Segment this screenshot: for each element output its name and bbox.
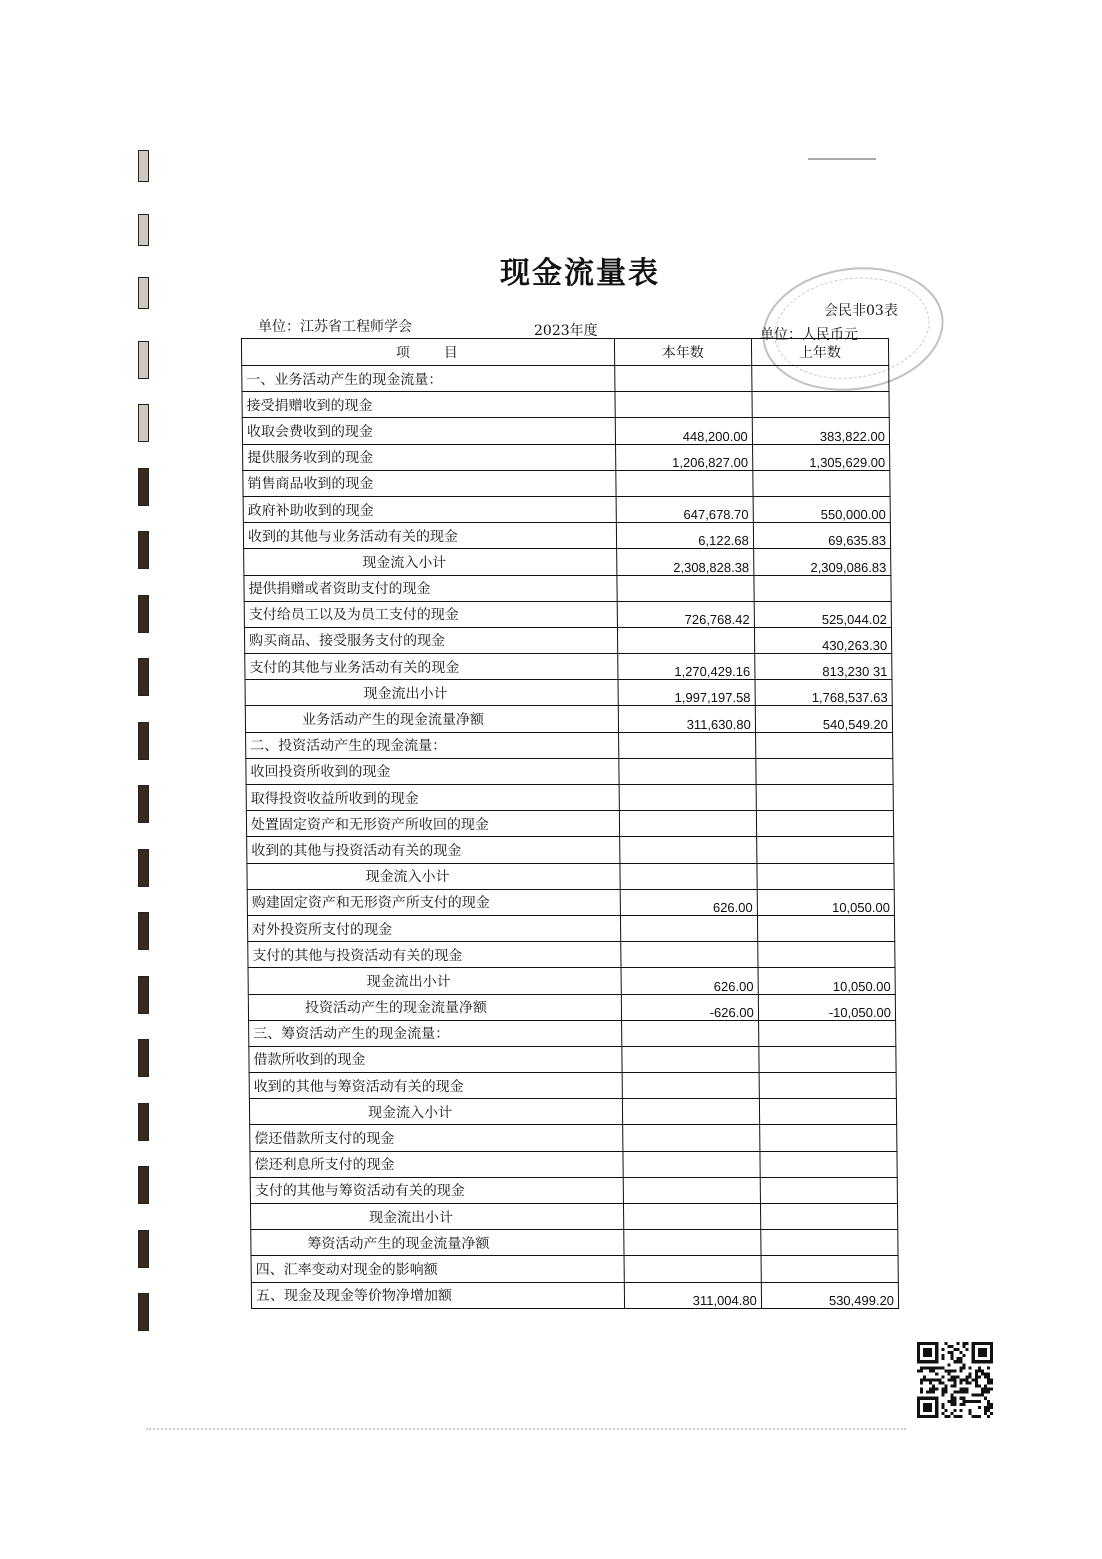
row-previous-year-value: 813,230 31 <box>755 654 892 680</box>
form-number: 会民非03表 <box>824 303 898 319</box>
row-previous-year-value: 10,050.00 <box>758 968 895 994</box>
row-previous-year-value: 540,549.20 <box>755 706 892 732</box>
row-current-year-value <box>614 366 751 392</box>
row-previous-year-value <box>761 1230 898 1256</box>
table-row <box>243 470 890 496</box>
table-row <box>245 654 892 680</box>
row-item-label: 支付给员工以及为员工支付的现金 <box>244 601 617 627</box>
row-current-year-value <box>618 732 755 758</box>
cash-flow-table <box>241 338 899 1309</box>
row-current-year-value <box>623 1151 760 1177</box>
row-previous-year-value: 530,499.20 <box>761 1282 898 1308</box>
row-current-year-value: 448,200.00 <box>615 418 752 444</box>
row-previous-year-value <box>759 1099 896 1125</box>
row-previous-year-value <box>752 366 889 392</box>
row-previous-year-value: -10,050.00 <box>758 994 895 1020</box>
table-row <box>247 863 894 889</box>
row-item-label: 一、业务活动产生的现金流量： <box>242 366 615 392</box>
binding-hole <box>138 785 149 823</box>
row-previous-year-value <box>756 785 893 811</box>
row-item-label: 现金流出小计 <box>245 680 618 706</box>
row-current-year-value <box>622 1073 759 1099</box>
row-item-label: 借款所收到的现金 <box>249 1046 622 1072</box>
row-previous-year-value <box>758 1020 895 1046</box>
binding-hole <box>138 1166 149 1204</box>
row-current-year-value <box>621 1046 758 1072</box>
row-previous-year-value: 10,050.00 <box>757 889 894 915</box>
row-item-label: 提供捐赠或者资助支付的现金 <box>244 575 617 601</box>
row-previous-year-value: 1,305,629.00 <box>752 444 889 470</box>
row-current-year-value <box>621 1020 758 1046</box>
row-current-year-value <box>622 1125 759 1151</box>
row-previous-year-value <box>756 758 893 784</box>
table-row <box>242 392 889 418</box>
table-row <box>244 601 891 627</box>
row-current-year-value: 726,768.42 <box>617 601 754 627</box>
row-item-label: 三、筹资活动产生的现金流量： <box>249 1020 622 1046</box>
row-current-year-value <box>620 915 757 941</box>
row-item-label: 收回投资所收到的现金 <box>246 758 619 784</box>
row-current-year-value <box>624 1256 761 1282</box>
row-item-label: 现金流出小计 <box>248 968 621 994</box>
row-current-year-value <box>619 837 756 863</box>
row-item-label: 对外投资所支付的现金 <box>247 915 620 941</box>
row-previous-year-value <box>755 732 892 758</box>
row-current-year-value: 1,270,429.16 <box>617 654 754 680</box>
row-current-year-value: 1,997,197.58 <box>618 680 755 706</box>
table-row <box>247 889 894 915</box>
row-previous-year-value <box>761 1256 898 1282</box>
row-current-year-value <box>615 392 752 418</box>
row-current-year-value: 311,004.80 <box>624 1282 761 1308</box>
table-row <box>249 1020 896 1046</box>
table-row <box>246 811 893 837</box>
row-previous-year-value <box>757 863 894 889</box>
table-row <box>248 994 895 1020</box>
table-row <box>249 1046 896 1072</box>
table-row <box>246 732 893 758</box>
row-item-label: 筹资活动产生的现金流量净额 <box>251 1230 624 1256</box>
table-row <box>245 706 892 732</box>
table-row <box>246 758 893 784</box>
header-current-year: 本年数 <box>614 339 751 366</box>
row-item-label: 接受捐赠收到的现金 <box>242 392 615 418</box>
row-item-label: 收到的其他与投资活动有关的现金 <box>247 837 620 863</box>
row-previous-year-value <box>758 942 895 968</box>
row-previous-year-value <box>754 575 891 601</box>
row-current-year-value: 1,206,827.00 <box>615 444 752 470</box>
row-current-year-value <box>623 1177 760 1203</box>
row-item-label: 现金流入小计 <box>247 863 620 889</box>
binding-hole <box>138 1230 149 1268</box>
row-item-label: 销售商品收到的现金 <box>243 470 616 496</box>
binding-hole <box>138 468 149 506</box>
row-previous-year-value <box>759 1125 896 1151</box>
row-previous-year-value <box>760 1204 897 1230</box>
table-row <box>250 1177 897 1203</box>
row-current-year-value <box>617 627 754 653</box>
scan-mark-bottom <box>146 1428 906 1431</box>
row-current-year-value <box>618 758 755 784</box>
binding-hole <box>138 341 149 379</box>
table-row <box>243 444 890 470</box>
row-item-label: 现金流出小计 <box>250 1204 623 1230</box>
table-row <box>248 942 895 968</box>
reporting-entity: 单位：江苏省工程师学会 <box>258 319 412 335</box>
table-row <box>250 1125 897 1151</box>
row-item-label: 取得投资收益所收到的现金 <box>246 785 619 811</box>
qr-code <box>917 1340 993 1420</box>
table-body <box>242 366 899 1309</box>
row-previous-year-value: 69,635.83 <box>753 523 890 549</box>
row-item-label: 偿还利息所支付的现金 <box>250 1151 623 1177</box>
table-row <box>242 418 889 444</box>
row-item-label: 业务活动产生的现金流量净额 <box>245 706 618 732</box>
row-item-label: 收取会费收到的现金 <box>242 418 615 444</box>
table-row <box>244 627 891 653</box>
row-current-year-value <box>619 811 756 837</box>
row-item-label: 二、投资活动产生的现金流量： <box>246 732 619 758</box>
page-title: 现金流量表 <box>500 256 660 291</box>
row-current-year-value <box>623 1204 760 1230</box>
row-item-label: 收到的其他与筹资活动有关的现金 <box>249 1073 622 1099</box>
table-row <box>243 496 890 522</box>
row-current-year-value <box>623 1230 760 1256</box>
header-previous-year: 上年数 <box>751 339 888 366</box>
row-previous-year-value: 525,044.02 <box>754 601 891 627</box>
binding-hole <box>138 531 149 569</box>
row-previous-year-value <box>759 1073 896 1099</box>
row-current-year-value: 626.00 <box>620 889 757 915</box>
row-current-year-value <box>620 863 757 889</box>
row-previous-year-value: 2,309,086.83 <box>753 549 890 575</box>
row-current-year-value <box>615 470 752 496</box>
table-row <box>251 1282 898 1308</box>
row-item-label: 购建固定资产和无形资产所支付的现金 <box>247 889 620 915</box>
row-previous-year-value <box>760 1151 897 1177</box>
table-row <box>247 915 894 941</box>
row-current-year-value: 311,630.80 <box>618 706 755 732</box>
binding-hole <box>138 658 149 696</box>
row-item-label: 支付的其他与业务活动有关的现金 <box>245 654 618 680</box>
row-current-year-value <box>619 785 756 811</box>
row-previous-year-value <box>753 470 890 496</box>
row-item-label: 购买商品、接受服务支付的现金 <box>244 627 617 653</box>
table-row <box>251 1230 898 1256</box>
row-previous-year-value: 430,263.30 <box>754 627 891 653</box>
row-current-year-value <box>617 575 754 601</box>
row-item-label: 处置固定资产和无形资产所收回的现金 <box>246 811 619 837</box>
scan-mark <box>808 158 876 160</box>
row-previous-year-value <box>757 915 894 941</box>
row-previous-year-value <box>760 1177 897 1203</box>
row-item-label: 偿还借款所支付的现金 <box>250 1125 623 1151</box>
table-row <box>245 680 892 706</box>
table-row <box>249 1073 896 1099</box>
row-item-label: 支付的其他与投资活动有关的现金 <box>248 942 621 968</box>
row-item-label: 投资活动产生的现金流量净额 <box>248 994 621 1020</box>
table-row <box>246 785 893 811</box>
table-row <box>250 1204 897 1230</box>
binding-hole <box>138 722 149 760</box>
row-item-label: 五、现金及现金等价物净增加额 <box>251 1282 624 1308</box>
binding-hole <box>138 404 149 442</box>
row-current-year-value: 647,678.70 <box>616 496 753 522</box>
row-previous-year-value: 383,822.00 <box>752 418 889 444</box>
table-row <box>244 575 891 601</box>
row-previous-year-value <box>756 837 893 863</box>
currency-unit: 单位：人民币元 <box>760 327 858 343</box>
report-year: 2023年度 <box>534 323 598 339</box>
row-item-label: 现金流入小计 <box>249 1099 622 1125</box>
header-item: 项 目 <box>241 339 614 366</box>
binding-hole <box>138 214 149 246</box>
table-row <box>247 837 894 863</box>
row-previous-year-value <box>756 811 893 837</box>
row-previous-year-value <box>759 1046 896 1072</box>
table-row <box>251 1256 898 1282</box>
binding-hole <box>138 912 149 950</box>
row-previous-year-value <box>752 392 889 418</box>
row-item-label: 提供服务收到的现金 <box>243 444 616 470</box>
binding-hole <box>138 150 149 182</box>
row-current-year-value <box>622 1099 759 1125</box>
table-row <box>243 523 890 549</box>
row-item-label: 收到的其他与业务活动有关的现金 <box>243 523 616 549</box>
row-current-year-value: 2,308,828.38 <box>616 549 753 575</box>
row-current-year-value: -626.00 <box>621 994 758 1020</box>
binding-hole <box>138 976 149 1014</box>
binding-hole <box>138 849 149 887</box>
table-row <box>244 549 891 575</box>
table-row <box>249 1099 896 1125</box>
binding-hole <box>138 1293 149 1331</box>
row-item-label: 四、汇率变动对现金的影响额 <box>251 1256 624 1282</box>
row-previous-year-value: 550,000.00 <box>753 496 890 522</box>
row-item-label: 现金流入小计 <box>244 549 617 575</box>
table-header-row <box>241 339 888 366</box>
binding-hole <box>138 595 149 633</box>
binding-hole <box>138 1039 149 1077</box>
row-item-label: 政府补助收到的现金 <box>243 496 616 522</box>
row-current-year-value: 626.00 <box>621 968 758 994</box>
table-row <box>250 1151 897 1177</box>
row-previous-year-value: 1,768,537.63 <box>755 680 892 706</box>
row-item-label: 支付的其他与筹资活动有关的现金 <box>250 1177 623 1203</box>
row-current-year-value <box>620 942 757 968</box>
row-current-year-value: 6,122.68 <box>616 523 753 549</box>
binding-hole <box>138 1103 149 1141</box>
table-row <box>242 366 889 392</box>
table-row <box>248 968 895 994</box>
